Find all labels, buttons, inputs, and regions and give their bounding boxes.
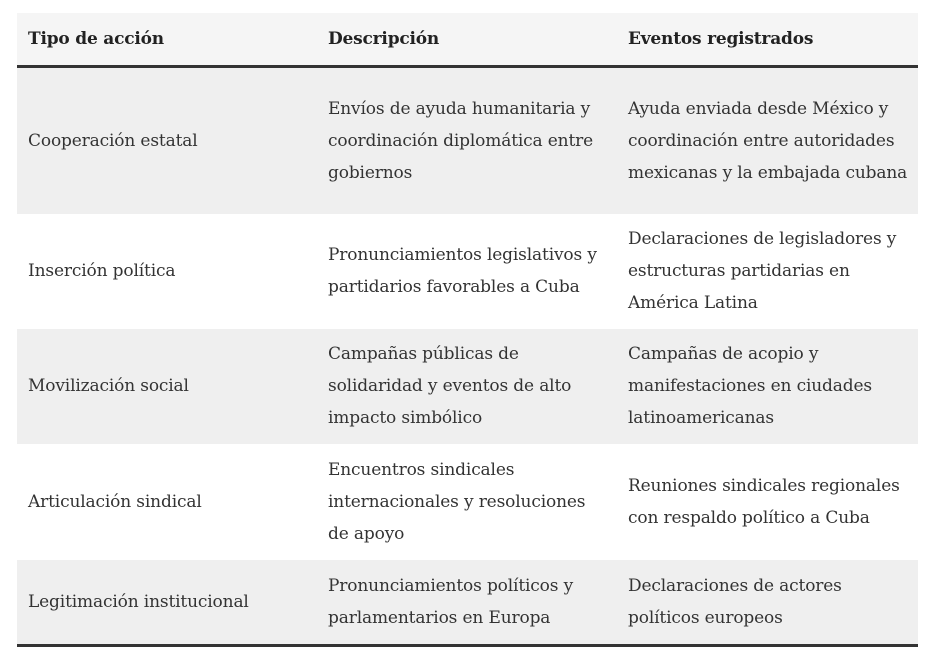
cell-tipo: Articulación sindical <box>28 491 202 512</box>
table-row <box>17 560 918 644</box>
cell-tipo: Movilización social <box>28 376 189 396</box>
table-row <box>17 214 918 329</box>
header-descripcion: Descripción <box>317 13 617 67</box>
cell-descripcion: Pronunciamientos legislativos y partidarios favorables a Cuba <box>328 245 597 297</box>
cell-eventos: Reuniones sindicales regionales con respaldo político a Cuba <box>628 475 900 528</box>
table-row <box>17 444 918 560</box>
cell-descripcion: Campañas públicas de solidaridad y eventos de alto impacto simbólico <box>328 344 572 428</box>
table-row <box>17 329 918 444</box>
cell-descripcion: Encuentros sindicales internacionales y resoluciones de apoyo <box>328 459 586 544</box>
table-bottom-divider <box>17 644 918 647</box>
data-table-container <box>17 13 918 647</box>
cell-eventos: Declaraciones de actores políticos europeos <box>628 575 842 628</box>
header-row <box>17 13 918 67</box>
header-tipo-de-accion: Tipo de acción <box>17 13 317 67</box>
cell-eventos: Declaraciones de legisladores y estructuras partidarias en América Latina <box>628 229 897 313</box>
cell-tipo: Legitimación institucional <box>28 591 249 612</box>
cell-eventos: Ayuda enviada desde México y coordinación entre autoridades mexicanas y la embajada cubana <box>628 98 908 183</box>
cell-tipo: Cooperación estatal <box>28 130 198 151</box>
table-body <box>17 67 918 644</box>
table-row <box>17 67 918 214</box>
cell-descripcion: Pronunciamientos políticos y parlamentarios en Europa <box>328 575 574 628</box>
actions-table <box>17 13 918 644</box>
cell-eventos: Campañas de acopio y manifestaciones en ciudades latinoamericanas <box>628 344 872 428</box>
cell-descripcion: Envíos de ayuda humanitaria y coordinación diplomática entre gobiernos <box>328 98 594 183</box>
header-eventos-registrados: Eventos registrados <box>617 13 918 67</box>
table-header <box>17 13 918 67</box>
cell-tipo: Inserción política <box>28 261 176 281</box>
